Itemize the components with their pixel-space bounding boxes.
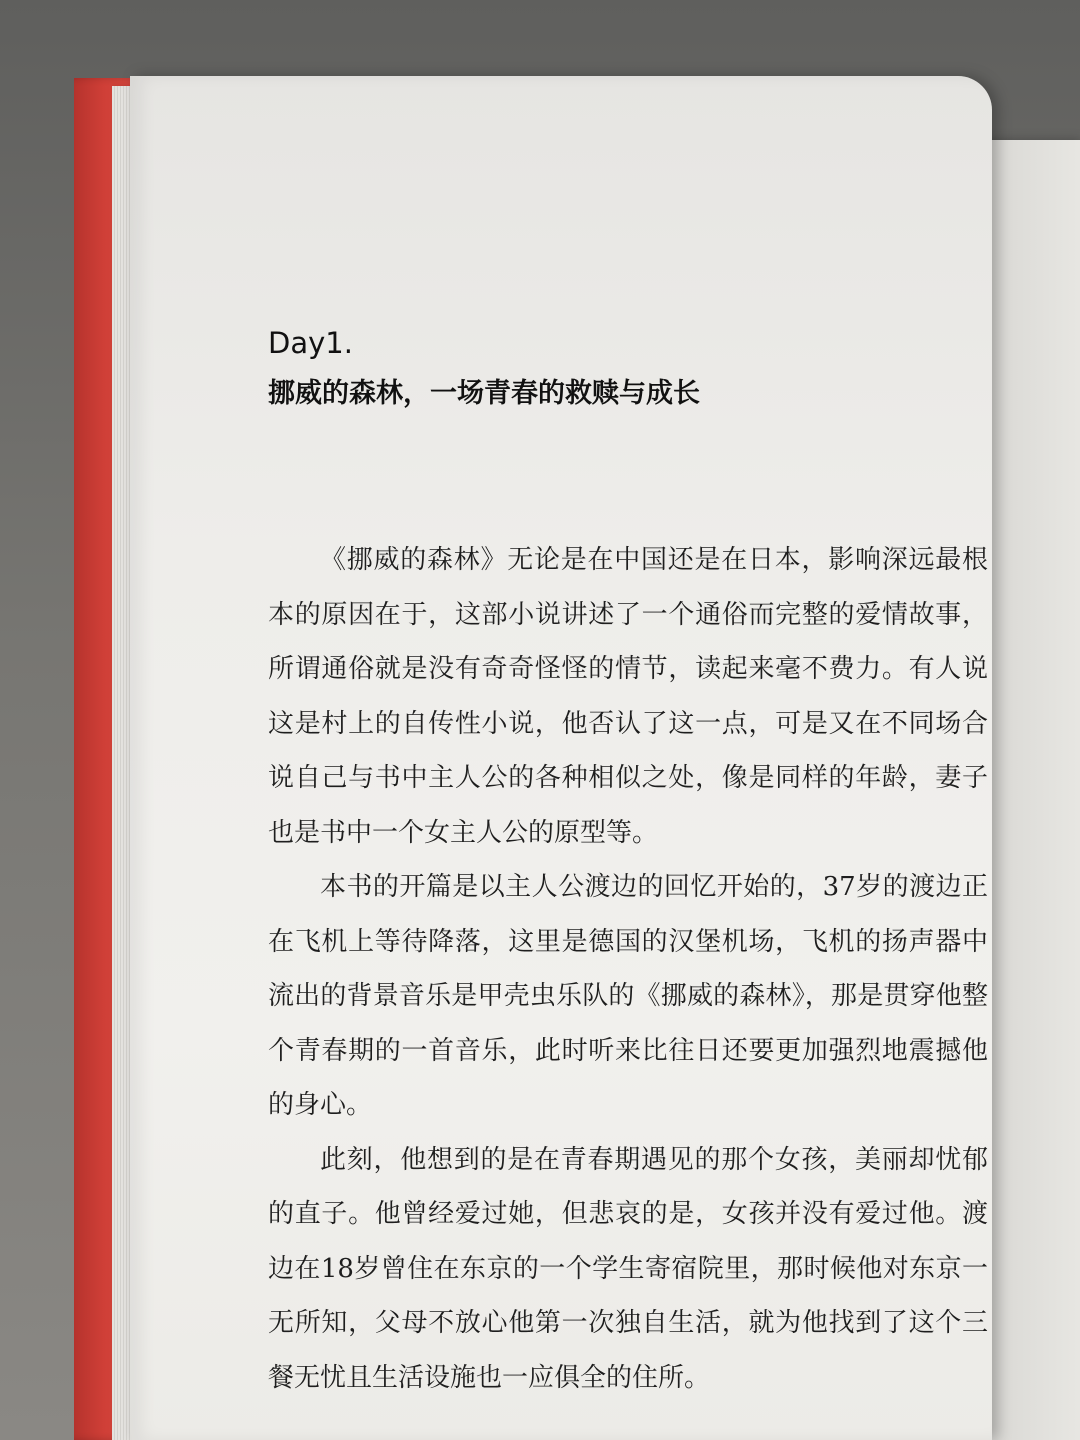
paragraph-1: 《挪威的森林》无论是在中国还是在日本，影响深远最根本的原因在于，这部小说讲述了一个通俗而完整的爱情故事，所谓通俗就是没有奇奇怪怪的情节，读起来毫不费力。有人说这是村上的自传性小说，他否认了这一点，可是又在不同场合说自己与书中主人公的各种相似之处，像是同样的年龄，妻子也是书中一个女主人公的原型等。 — [268, 545, 988, 848]
body-text — [268, 533, 988, 1405]
book-page — [130, 76, 992, 1440]
day-heading: Day1. — [268, 326, 353, 360]
paragraph-2: 本书的开篇是以主人公渡边的回忆开始的，37岁的渡边正在飞机上等待降落，这里是德国的汉堡机场，飞机的扬声器中流出的背景音乐是甲壳虫乐队的《挪威的森林》，那是贯穿他整个青春期的一首音乐，此时听来比往日还要更加强烈地震撼他的身心。 — [268, 872, 988, 1120]
chapter-title: 挪威的森林，一场青春的救赎与成长 — [268, 378, 700, 409]
page-content — [268, 321, 988, 1405]
paragraph-3: 此刻，他想到的是在青春期遇见的那个女孩，美丽却忧郁的直子。他曾经爱过她，但悲哀的是，女孩并没有爱过他。渡边在18岁曾住在东京的一个学生寄宿院里，那时候他对东京一无所知，父母不放心他第一次独自生活，就为他找到了这个三餐无忧且生活设施也一应俱全的住所。 — [268, 1144, 988, 1393]
